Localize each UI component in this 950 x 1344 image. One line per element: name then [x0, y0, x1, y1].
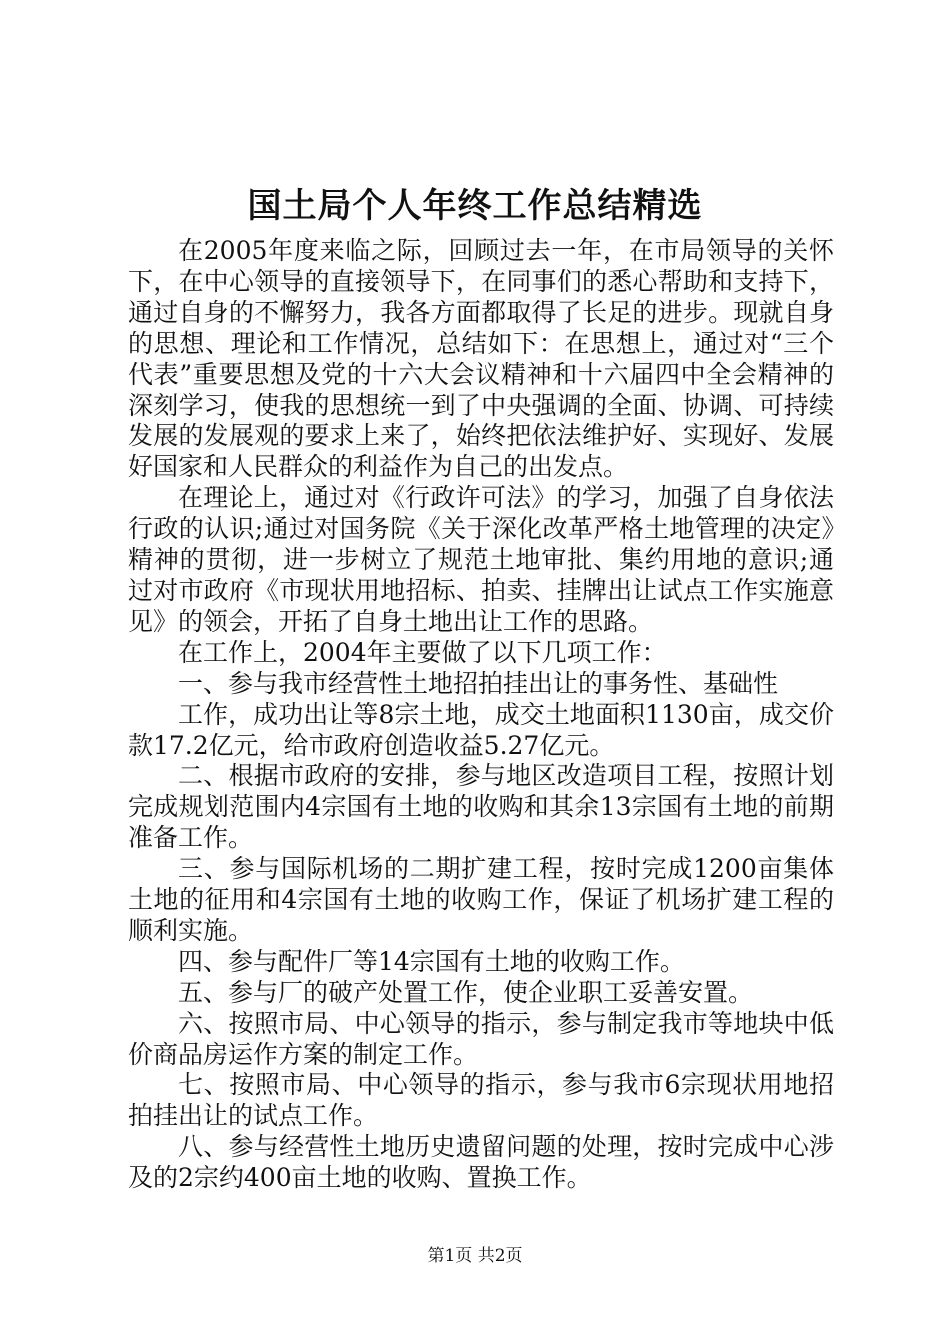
paragraph-item-7: 七、按照市局、中心领导的指示，参与我市6宗现状用地招拍挂出让的试点工作。: [128, 1070, 834, 1131]
paragraph-item-1-head: 一、参与我市经营性土地招拍挂出让的事务性、基础性: [178, 668, 779, 698]
paragraph-item-2: 二、根据市政府的安排，参与地区改造项目工程，按照计划完成规划范围内4宗国有土地的收购和其余13宗国有土地的前期准备工作。: [128, 761, 834, 853]
paragraph-item-1-body: 工作，成功出让等8宗土地，成交土地面积1130亩，成交价款17.2亿元，给市政府创造收益5.27亿元。: [128, 699, 834, 760]
paragraph-item-8: 八、参与经营性土地历史遗留问题的处理，按时完成中心涉及的2宗约400亩土地的收购、置换工作。: [128, 1132, 834, 1193]
paragraph-item-4: 四、参与配件厂等14宗国有土地的收购工作。: [178, 946, 685, 976]
paragraph-item-5: 五、参与厂的破产处置工作，使企业职工妥善安置。: [178, 977, 754, 1007]
paragraph-work-intro: 在工作上，2004年主要做了以下几项工作：: [178, 637, 667, 667]
document-body: [128, 236, 834, 1194]
paragraph-theory: 在理论上，通过对《行政许可法》的学习，加强了自身依法行政的认识;通过对国务院《关于深化改革严格土地管理的决定》精神的贯彻，进一步树立了规范土地审批、集约用地的意识;通过对市政府《市现状用地招标、拍卖、挂牌出让试点工作实施意见》的领会，开拓了自身土地出让工作的思路。: [128, 483, 834, 636]
paragraph-item-3: 三、参与国际机场的二期扩建工程，按时完成1200亩集体土地的征用和4宗国有土地的收购工作，保证了机场扩建工程的顺利实施。: [128, 854, 834, 945]
paragraph-intro: 在2005年度来临之际，回顾过去一年，在市局领导的关怀下，在中心领导的直接领导下，在同事们的悉心帮助和支持下，通过自身的不懈努力，我各方面都取得了长足的进步。现就自身的思想、理论和工作情况，总结如下：在思想上，通过对“三个代表”重要思想及党的十六大会议精神和十六届四中全会精神的深刻学习，使我的思想统一到了中央强调的全面、协调、可持续发展的发展观的要求上来了，始终把依法维护好、实现好、发展好国家和人民群众的利益作为自己的出发点。: [128, 236, 834, 482]
page-footer: 第1页 共2页: [427, 1246, 523, 1266]
document-title: 国土局个人年终工作总结精选: [247, 186, 703, 226]
paragraph-item-6: 六、按照市局、中心领导的指示，参与制定我市等地块中低价商品房运作方案的制定工作。: [128, 1008, 834, 1069]
